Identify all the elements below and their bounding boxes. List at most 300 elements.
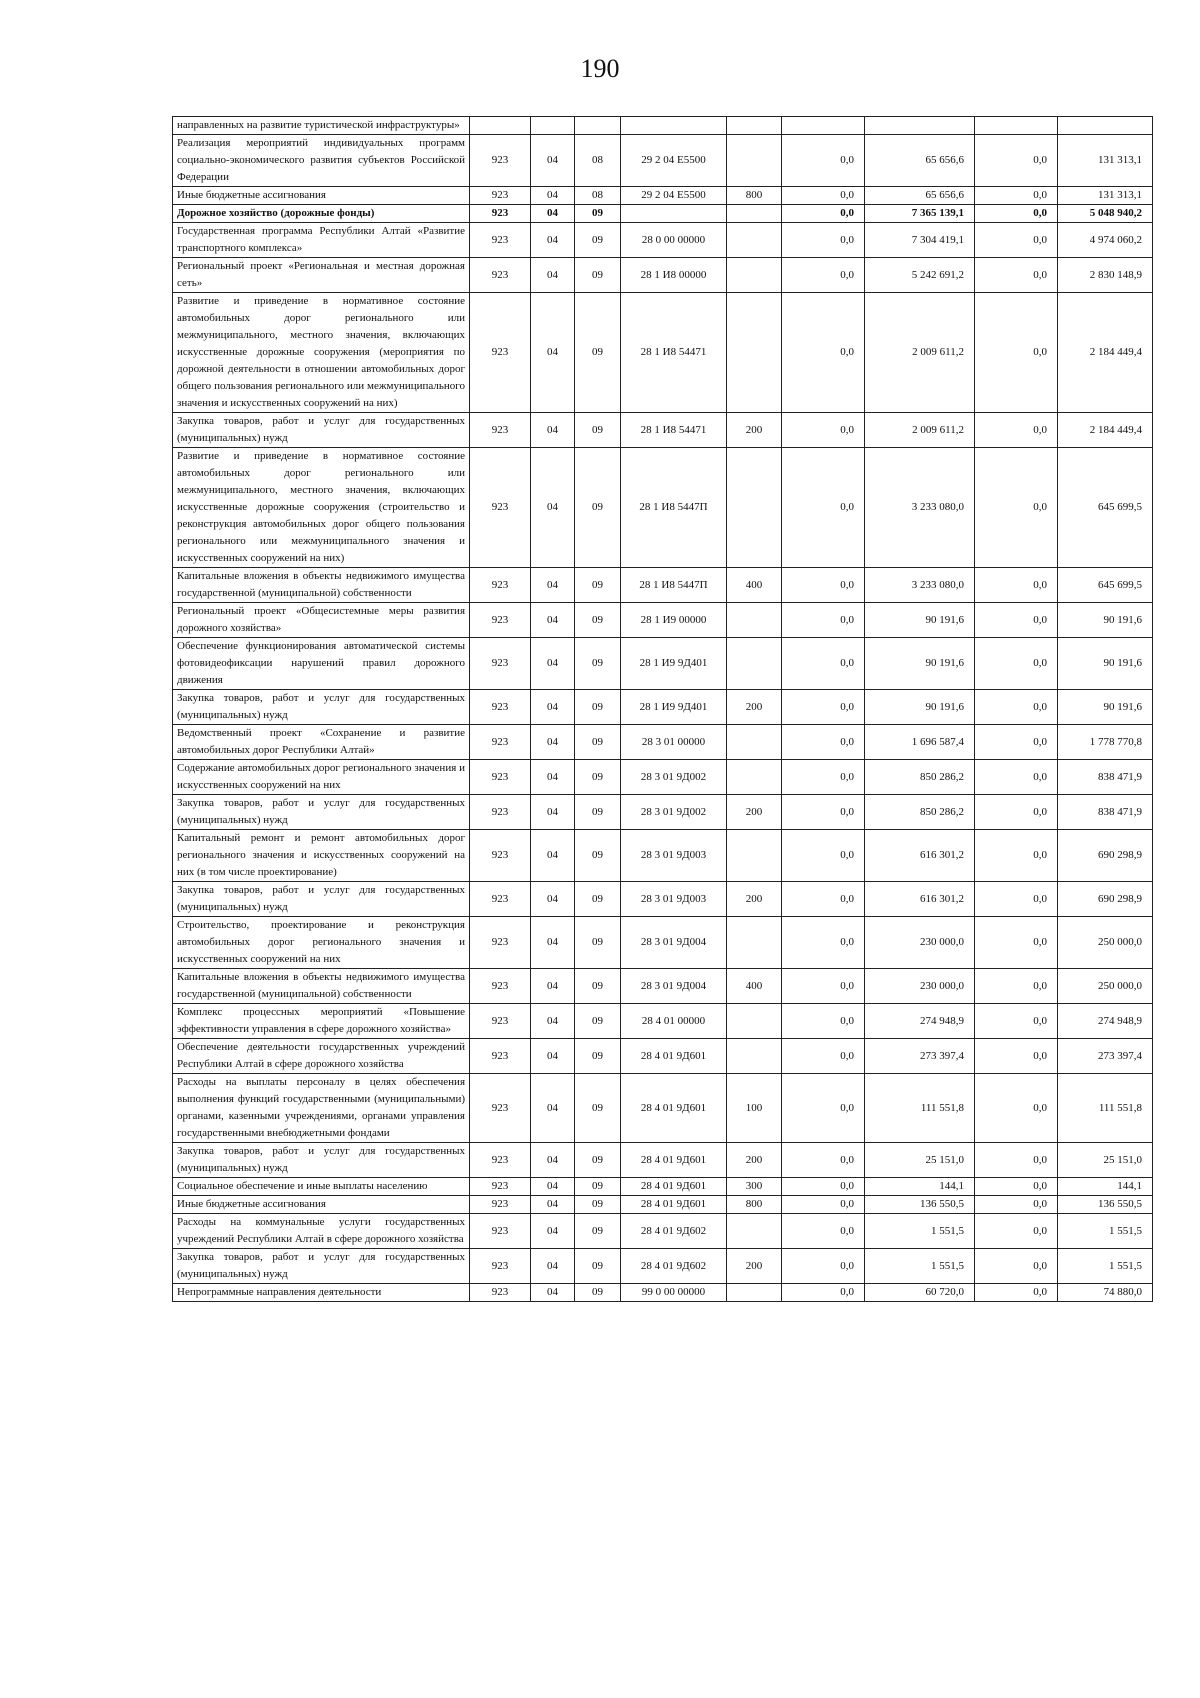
row-name: Закупка товаров, работ и услуг для государственных (муниципальных) нужд <box>173 690 470 725</box>
target-article-code: 28 4 01 9Д602 <box>621 1214 727 1249</box>
amount-4: 2 184 449,4 <box>1058 413 1153 448</box>
amount-3: 0,0 <box>975 293 1058 413</box>
amount-2: 2 009 611,2 <box>865 293 975 413</box>
target-article-code: 28 1 И8 00000 <box>621 258 727 293</box>
grbs-code: 923 <box>470 135 531 187</box>
table-row <box>173 1074 1153 1143</box>
amount-1: 0,0 <box>782 760 865 795</box>
amount-3 <box>975 117 1058 135</box>
section-code: 04 <box>531 603 575 638</box>
amount-4: 4 974 060,2 <box>1058 223 1153 258</box>
expense-type-code: 400 <box>727 568 782 603</box>
amount-2: 5 242 691,2 <box>865 258 975 293</box>
target-article-code: 28 4 01 00000 <box>621 1004 727 1039</box>
row-name: Дорожное хозяйство (дорожные фонды) <box>173 205 470 223</box>
target-article-code: 28 4 01 9Д602 <box>621 1249 727 1284</box>
expense-type-code <box>727 258 782 293</box>
amount-2: 90 191,6 <box>865 690 975 725</box>
row-name: Закупка товаров, работ и услуг для государственных (муниципальных) нужд <box>173 413 470 448</box>
amount-2: 1 696 587,4 <box>865 725 975 760</box>
row-name: Непрограммные направления деятельности <box>173 1284 470 1302</box>
table-row <box>173 293 1153 413</box>
table-row <box>173 1249 1153 1284</box>
budget-table <box>172 116 1153 1302</box>
expense-type-code <box>727 223 782 258</box>
table-row <box>173 258 1153 293</box>
grbs-code: 923 <box>470 1178 531 1196</box>
page-number: 190 <box>580 54 620 83</box>
section-code: 04 <box>531 1284 575 1302</box>
target-article-code: 28 3 01 9Д003 <box>621 882 727 917</box>
expense-type-code <box>727 1284 782 1302</box>
grbs-code: 923 <box>470 725 531 760</box>
section-code: 04 <box>531 258 575 293</box>
amount-1: 0,0 <box>782 258 865 293</box>
subsection-code: 09 <box>575 1074 621 1143</box>
amount-2: 3 233 080,0 <box>865 568 975 603</box>
expense-type-code: 200 <box>727 690 782 725</box>
table-row <box>173 1284 1153 1302</box>
amount-4: 1 551,5 <box>1058 1214 1153 1249</box>
subsection-code: 09 <box>575 1214 621 1249</box>
grbs-code: 923 <box>470 882 531 917</box>
target-article-code: 28 1 И9 00000 <box>621 603 727 638</box>
amount-4: 5 048 940,2 <box>1058 205 1153 223</box>
amount-1: 0,0 <box>782 725 865 760</box>
amount-1: 0,0 <box>782 1178 865 1196</box>
amount-1: 0,0 <box>782 1074 865 1143</box>
subsection-code: 09 <box>575 223 621 258</box>
amount-3: 0,0 <box>975 1074 1058 1143</box>
amount-2: 7 304 419,1 <box>865 223 975 258</box>
row-name: Капитальные вложения в объекты недвижимого имущества государственной (муниципальной) собственности <box>173 969 470 1004</box>
subsection-code: 09 <box>575 603 621 638</box>
expense-type-code <box>727 293 782 413</box>
target-article-code: 28 3 01 9Д003 <box>621 830 727 882</box>
amount-3: 0,0 <box>975 917 1058 969</box>
target-article-code: 28 0 00 00000 <box>621 223 727 258</box>
amount-2: 616 301,2 <box>865 830 975 882</box>
table-row <box>173 1214 1153 1249</box>
section-code: 04 <box>531 1004 575 1039</box>
expense-type-code: 400 <box>727 969 782 1004</box>
table-row <box>173 1143 1153 1178</box>
amount-3: 0,0 <box>975 1196 1058 1214</box>
table-row <box>173 830 1153 882</box>
section-code: 04 <box>531 795 575 830</box>
amount-3: 0,0 <box>975 603 1058 638</box>
amount-2: 60 720,0 <box>865 1284 975 1302</box>
subsection-code: 09 <box>575 448 621 568</box>
expense-type-code: 200 <box>727 795 782 830</box>
amount-2: 616 301,2 <box>865 882 975 917</box>
subsection-code: 09 <box>575 205 621 223</box>
expense-type-code <box>727 638 782 690</box>
amount-1 <box>782 117 865 135</box>
section-code: 04 <box>531 917 575 969</box>
section-code: 04 <box>531 413 575 448</box>
section-code: 04 <box>531 187 575 205</box>
subsection-code: 09 <box>575 725 621 760</box>
target-article-code: 28 3 01 9Д002 <box>621 760 727 795</box>
table-row <box>173 690 1153 725</box>
subsection-code: 09 <box>575 1143 621 1178</box>
table-row <box>173 117 1153 135</box>
amount-3: 0,0 <box>975 1249 1058 1284</box>
grbs-code: 923 <box>470 1249 531 1284</box>
section-code: 04 <box>531 205 575 223</box>
table-row <box>173 795 1153 830</box>
section-code: 04 <box>531 223 575 258</box>
section-code: 04 <box>531 1074 575 1143</box>
grbs-code: 923 <box>470 1214 531 1249</box>
target-article-code: 28 4 01 9Д601 <box>621 1074 727 1143</box>
amount-3: 0,0 <box>975 1284 1058 1302</box>
amount-2: 144,1 <box>865 1178 975 1196</box>
amount-4: 90 191,6 <box>1058 638 1153 690</box>
amount-3: 0,0 <box>975 830 1058 882</box>
amount-2: 273 397,4 <box>865 1039 975 1074</box>
target-article-code <box>621 205 727 223</box>
expense-type-code <box>727 760 782 795</box>
grbs-code: 923 <box>470 448 531 568</box>
amount-4: 1 778 770,8 <box>1058 725 1153 760</box>
table-row <box>173 882 1153 917</box>
target-article-code: 28 3 01 00000 <box>621 725 727 760</box>
amount-2: 65 656,6 <box>865 135 975 187</box>
amount-1: 0,0 <box>782 135 865 187</box>
row-name: Закупка товаров, работ и услуг для государственных (муниципальных) нужд <box>173 795 470 830</box>
amount-1: 0,0 <box>782 1196 865 1214</box>
subsection-code: 09 <box>575 638 621 690</box>
amount-4: 90 191,6 <box>1058 690 1153 725</box>
amount-1: 0,0 <box>782 638 865 690</box>
table-row <box>173 1039 1153 1074</box>
table-row <box>173 1178 1153 1196</box>
row-name: Закупка товаров, работ и услуг для государственных (муниципальных) нужд <box>173 1143 470 1178</box>
amount-1: 0,0 <box>782 413 865 448</box>
row-name: Закупка товаров, работ и услуг для государственных (муниципальных) нужд <box>173 1249 470 1284</box>
table-row <box>173 135 1153 187</box>
grbs-code <box>470 117 531 135</box>
expense-type-code <box>727 1039 782 1074</box>
subsection-code: 09 <box>575 1249 621 1284</box>
target-article-code: 28 1 И9 9Д401 <box>621 638 727 690</box>
amount-3: 0,0 <box>975 969 1058 1004</box>
amount-4: 273 397,4 <box>1058 1039 1153 1074</box>
section-code: 04 <box>531 969 575 1004</box>
table-row <box>173 969 1153 1004</box>
amount-4: 838 471,9 <box>1058 795 1153 830</box>
amount-1: 0,0 <box>782 1143 865 1178</box>
amount-4: 250 000,0 <box>1058 969 1153 1004</box>
row-name: Строительство, проектирование и реконструкция автомобильных дорог регионального значения и искусственных сооружений на них <box>173 917 470 969</box>
grbs-code: 923 <box>470 1196 531 1214</box>
amount-3: 0,0 <box>975 690 1058 725</box>
grbs-code: 923 <box>470 1004 531 1039</box>
row-name: Иные бюджетные ассигнования <box>173 187 470 205</box>
expense-type-code <box>727 117 782 135</box>
expense-type-code <box>727 135 782 187</box>
row-name: Иные бюджетные ассигнования <box>173 1196 470 1214</box>
table-row <box>173 1004 1153 1039</box>
amount-1: 0,0 <box>782 1039 865 1074</box>
target-article-code: 28 3 01 9Д002 <box>621 795 727 830</box>
table-row <box>173 413 1153 448</box>
row-name: Комплекс процессных мероприятий «Повышение эффективности управления в сфере дорожного хозяйства» <box>173 1004 470 1039</box>
amount-3: 0,0 <box>975 1143 1058 1178</box>
row-name: Расходы на выплаты персоналу в целях обеспечения выполнения функций государственными (муниципальными) органами, казенными учреждениями, органами управления государственными внебюджетными фондами <box>173 1074 470 1143</box>
expense-type-code <box>727 917 782 969</box>
section-code: 04 <box>531 1143 575 1178</box>
expense-type-code <box>727 1004 782 1039</box>
row-name: Обеспечение деятельности государственных учреждений Республики Алтай в сфере дорожного хозяйства <box>173 1039 470 1074</box>
row-name: Реализация мероприятий индивидуальных программ социально-экономического развития субъектов Российской Федерации <box>173 135 470 187</box>
amount-2: 90 191,6 <box>865 603 975 638</box>
target-article-code: 28 1 И8 5447П <box>621 448 727 568</box>
amount-3: 0,0 <box>975 1004 1058 1039</box>
grbs-code: 923 <box>470 969 531 1004</box>
subsection-code: 09 <box>575 830 621 882</box>
subsection-code: 09 <box>575 293 621 413</box>
subsection-code: 09 <box>575 413 621 448</box>
amount-2 <box>865 117 975 135</box>
section-code: 04 <box>531 760 575 795</box>
row-name: направленных на развитие туристической инфраструктуры» <box>173 117 470 135</box>
amount-2: 90 191,6 <box>865 638 975 690</box>
amount-4: 690 298,9 <box>1058 882 1153 917</box>
amount-3: 0,0 <box>975 795 1058 830</box>
target-article-code: 28 1 И8 54471 <box>621 413 727 448</box>
amount-4: 131 313,1 <box>1058 187 1153 205</box>
amount-3: 0,0 <box>975 448 1058 568</box>
expense-type-code: 200 <box>727 1143 782 1178</box>
amount-2: 2 009 611,2 <box>865 413 975 448</box>
table-row <box>173 187 1153 205</box>
amount-1: 0,0 <box>782 795 865 830</box>
amount-2: 65 656,6 <box>865 187 975 205</box>
row-name: Капитальный ремонт и ремонт автомобильных дорог регионального значения и искусственных сооружений на них (в том числе проектирование) <box>173 830 470 882</box>
target-article-code: 29 2 04 Е5500 <box>621 135 727 187</box>
subsection-code: 09 <box>575 760 621 795</box>
amount-4 <box>1058 117 1153 135</box>
amount-2: 25 151,0 <box>865 1143 975 1178</box>
amount-4: 2 184 449,4 <box>1058 293 1153 413</box>
table-row <box>173 603 1153 638</box>
amount-4: 74 880,0 <box>1058 1284 1153 1302</box>
amount-1: 0,0 <box>782 830 865 882</box>
grbs-code: 923 <box>470 568 531 603</box>
subsection-code: 08 <box>575 187 621 205</box>
grbs-code: 923 <box>470 690 531 725</box>
table-row <box>173 223 1153 258</box>
target-article-code: 28 4 01 9Д601 <box>621 1039 727 1074</box>
amount-2: 850 286,2 <box>865 795 975 830</box>
amount-4: 144,1 <box>1058 1178 1153 1196</box>
section-code: 04 <box>531 1214 575 1249</box>
target-article-code: 28 1 И8 54471 <box>621 293 727 413</box>
target-article-code: 29 2 04 Е5500 <box>621 187 727 205</box>
subsection-code: 09 <box>575 1196 621 1214</box>
grbs-code: 923 <box>470 603 531 638</box>
row-name: Государственная программа Республики Алтай «Развитие транспортного комплекса» <box>173 223 470 258</box>
grbs-code: 923 <box>470 917 531 969</box>
row-name: Региональный проект «Общесистемные меры развития дорожного хозяйства» <box>173 603 470 638</box>
table-row <box>173 448 1153 568</box>
amount-4: 111 551,8 <box>1058 1074 1153 1143</box>
target-article-code: 28 1 И9 9Д401 <box>621 690 727 725</box>
amount-4: 90 191,6 <box>1058 603 1153 638</box>
amount-3: 0,0 <box>975 1214 1058 1249</box>
subsection-code: 09 <box>575 795 621 830</box>
amount-4: 25 151,0 <box>1058 1143 1153 1178</box>
amount-3: 0,0 <box>975 1178 1058 1196</box>
grbs-code: 923 <box>470 223 531 258</box>
row-name: Региональный проект «Региональная и местная дорожная сеть» <box>173 258 470 293</box>
table-row <box>173 205 1153 223</box>
amount-1: 0,0 <box>782 293 865 413</box>
subsection-code: 09 <box>575 1004 621 1039</box>
subsection-code: 09 <box>575 258 621 293</box>
subsection-code: 09 <box>575 690 621 725</box>
amount-2: 3 233 080,0 <box>865 448 975 568</box>
amount-2: 7 365 139,1 <box>865 205 975 223</box>
expense-type-code: 800 <box>727 1196 782 1214</box>
amount-1: 0,0 <box>782 205 865 223</box>
amount-2: 850 286,2 <box>865 760 975 795</box>
row-name: Закупка товаров, работ и услуг для государственных (муниципальных) нужд <box>173 882 470 917</box>
section-code: 04 <box>531 690 575 725</box>
row-name: Расходы на коммунальные услуги государственных учреждений Республики Алтай в сфере дорожного хозяйства <box>173 1214 470 1249</box>
table-row <box>173 568 1153 603</box>
amount-2: 274 948,9 <box>865 1004 975 1039</box>
subsection-code: 09 <box>575 1039 621 1074</box>
row-name: Обеспечение функционирования автоматической системы фотовидеофиксации нарушений правил дорожного движения <box>173 638 470 690</box>
amount-1: 0,0 <box>782 187 865 205</box>
grbs-code: 923 <box>470 795 531 830</box>
grbs-code: 923 <box>470 760 531 795</box>
amount-1: 0,0 <box>782 917 865 969</box>
row-name: Социальное обеспечение и иные выплаты населению <box>173 1178 470 1196</box>
table-row <box>173 760 1153 795</box>
amount-2: 1 551,5 <box>865 1249 975 1284</box>
section-code: 04 <box>531 1178 575 1196</box>
grbs-code: 923 <box>470 205 531 223</box>
grbs-code: 923 <box>470 413 531 448</box>
amount-4: 645 699,5 <box>1058 448 1153 568</box>
amount-3: 0,0 <box>975 135 1058 187</box>
subsection-code: 09 <box>575 882 621 917</box>
section-code: 04 <box>531 1039 575 1074</box>
amount-1: 0,0 <box>782 1249 865 1284</box>
amount-4: 690 298,9 <box>1058 830 1153 882</box>
expense-type-code <box>727 725 782 760</box>
row-name: Развитие и приведение в нормативное состояние автомобильных дорог регионального или межмуниципального, местного значения, включающих искусственные дорожные сооружения (мероприятия по дорожной деятельности в отношении автомобильных дорог общего пользования регионального или межмуниципального значения и искусственных сооружений на них) <box>173 293 470 413</box>
target-article-code: 28 4 01 9Д601 <box>621 1178 727 1196</box>
subsection-code: 09 <box>575 1178 621 1196</box>
expense-type-code <box>727 448 782 568</box>
expense-type-code: 200 <box>727 882 782 917</box>
amount-1: 0,0 <box>782 1004 865 1039</box>
target-article-code: 99 0 00 00000 <box>621 1284 727 1302</box>
amount-2: 230 000,0 <box>865 917 975 969</box>
amount-1: 0,0 <box>782 690 865 725</box>
expense-type-code <box>727 205 782 223</box>
section-code: 04 <box>531 638 575 690</box>
target-article-code: 28 4 01 9Д601 <box>621 1143 727 1178</box>
expense-type-code <box>727 1214 782 1249</box>
amount-3: 0,0 <box>975 568 1058 603</box>
amount-3: 0,0 <box>975 258 1058 293</box>
amount-4: 1 551,5 <box>1058 1249 1153 1284</box>
grbs-code: 923 <box>470 1039 531 1074</box>
amount-3: 0,0 <box>975 1039 1058 1074</box>
amount-2: 230 000,0 <box>865 969 975 1004</box>
subsection-code: 09 <box>575 969 621 1004</box>
grbs-code: 923 <box>470 293 531 413</box>
amount-1: 0,0 <box>782 223 865 258</box>
expense-type-code: 200 <box>727 1249 782 1284</box>
grbs-code: 923 <box>470 1143 531 1178</box>
amount-3: 0,0 <box>975 760 1058 795</box>
amount-1: 0,0 <box>782 1214 865 1249</box>
section-code: 04 <box>531 882 575 917</box>
section-code: 04 <box>531 830 575 882</box>
amount-4: 136 550,5 <box>1058 1196 1153 1214</box>
grbs-code: 923 <box>470 638 531 690</box>
amount-3: 0,0 <box>975 725 1058 760</box>
table-row <box>173 638 1153 690</box>
amount-4: 274 948,9 <box>1058 1004 1153 1039</box>
subsection-code <box>575 117 621 135</box>
section-code: 04 <box>531 568 575 603</box>
expense-type-code <box>727 603 782 638</box>
expense-type-code <box>727 830 782 882</box>
grbs-code: 923 <box>470 187 531 205</box>
amount-2: 1 551,5 <box>865 1214 975 1249</box>
row-name: Развитие и приведение в нормативное состояние автомобильных дорог регионального или межмуниципального, местного значения, включающих искусственные дорожные сооружения (строительство и реконструкция автомобильных дорог общего пользования регионального или межмуниципального значения и искусственных сооружений на них) <box>173 448 470 568</box>
subsection-code: 09 <box>575 917 621 969</box>
table-row <box>173 725 1153 760</box>
grbs-code: 923 <box>470 1284 531 1302</box>
subsection-code: 08 <box>575 135 621 187</box>
target-article-code: 28 3 01 9Д004 <box>621 917 727 969</box>
expense-type-code: 200 <box>727 413 782 448</box>
target-article-code: 28 3 01 9Д004 <box>621 969 727 1004</box>
amount-1: 0,0 <box>782 568 865 603</box>
amount-1: 0,0 <box>782 969 865 1004</box>
grbs-code: 923 <box>470 830 531 882</box>
amount-3: 0,0 <box>975 638 1058 690</box>
target-article-code: 28 4 01 9Д601 <box>621 1196 727 1214</box>
amount-2: 136 550,5 <box>865 1196 975 1214</box>
table-row <box>173 917 1153 969</box>
target-article-code: 28 1 И8 5447П <box>621 568 727 603</box>
row-name: Ведомственный проект «Сохранение и развитие автомобильных дорог Республики Алтай» <box>173 725 470 760</box>
section-code: 04 <box>531 725 575 760</box>
section-code: 04 <box>531 1249 575 1284</box>
amount-1: 0,0 <box>782 448 865 568</box>
amount-2: 111 551,8 <box>865 1074 975 1143</box>
section-code: 04 <box>531 135 575 187</box>
amount-1: 0,0 <box>782 1284 865 1302</box>
subsection-code: 09 <box>575 568 621 603</box>
amount-4: 131 313,1 <box>1058 135 1153 187</box>
expense-type-code: 100 <box>727 1074 782 1143</box>
section-code: 04 <box>531 293 575 413</box>
amount-3: 0,0 <box>975 223 1058 258</box>
table-row <box>173 1196 1153 1214</box>
